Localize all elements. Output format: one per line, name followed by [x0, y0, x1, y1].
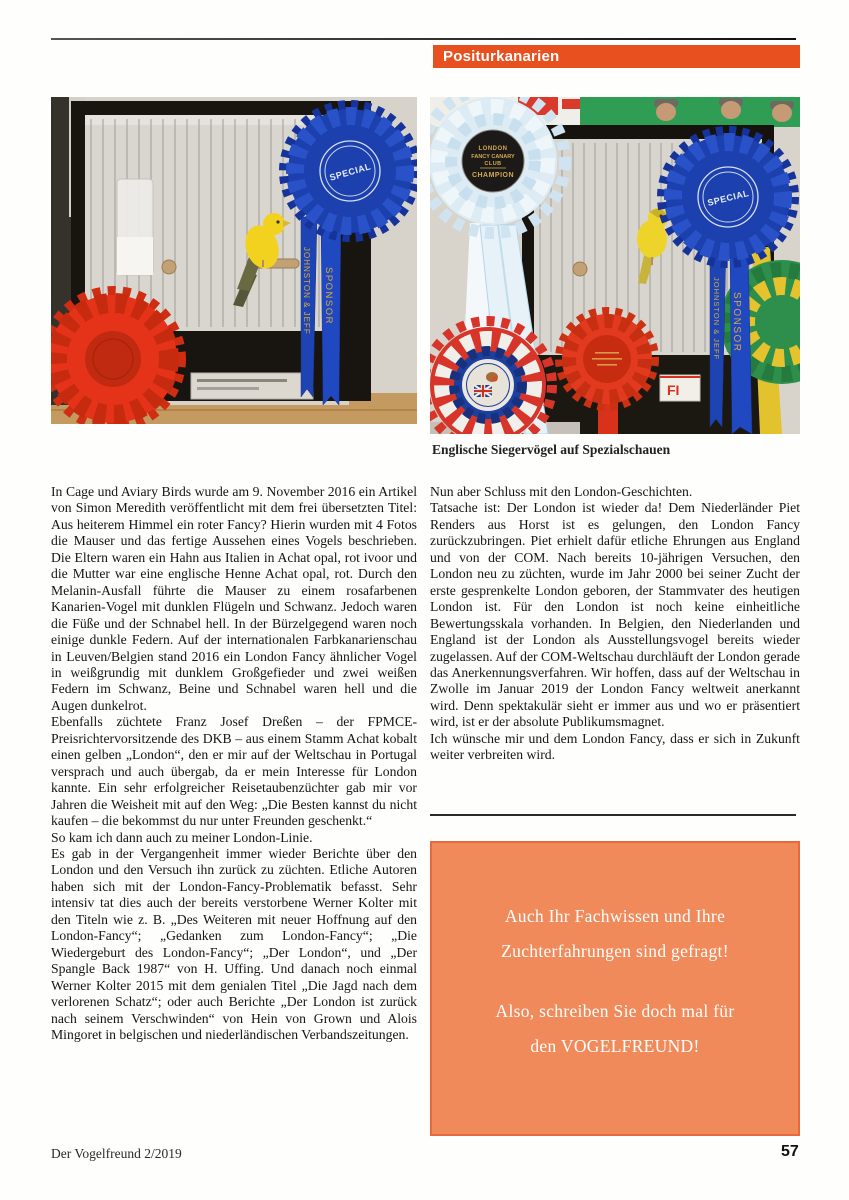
footer-journal: Der Vogelfreund 2/2019	[51, 1146, 182, 1161]
promo-line-3: Also, schreiben Sie doch mal für	[495, 1001, 735, 1021]
section-header-bar	[433, 45, 800, 68]
column-divider-rule	[430, 814, 796, 816]
club-line2: FANCY CANARY	[471, 154, 515, 160]
promo-box	[430, 841, 800, 1136]
rosette-union-jack	[430, 321, 552, 434]
rosette-club-champion	[430, 97, 565, 233]
paragraph: Nun aber Schluss mit den London-Geschichten.	[430, 484, 693, 499]
section-label: Positurkanarien	[443, 48, 560, 65]
promo-line-1: Auch Ihr Fachwissen und Ihre	[504, 906, 726, 926]
footer-page-number: 57	[781, 1143, 799, 1160]
photo-left-illustration	[51, 97, 417, 424]
prize-label-text: FI	[667, 382, 680, 398]
paragraph: So kam ich dann auch zu meiner London-Linie.	[51, 829, 313, 845]
paragraph: Es gab in der Vergangenheit immer wieder Berichte über den London und den Versuch ihn zurück zu züchten. Etliche Autoren haben sich mit der London-Fancy-Problematik befasst. Sehr intensiv tat dies auch der bereits verstorbene Werner Kolter mit den Titeln wie z. B. „Des Weiteren mit neuer Hoffnung auf den London-Fancy“; „Gedanken zum London-Fancy“; „Die Wiedergeburt des London-Fancy“; „Der London“, und „Der Spangle Back 1987“ von H. Uffing. Und danach noch einmal Werner Kolter 2015 mit dem genialen Titel „Die Jagd nach dem verlorenen Schatz“; oder auch Berichte „Der London ist zurück nach seinem Verschwinden“ von Hein von Grown und Alois Mingoret in belgischen und niederländischen Verbandszeitungen.	[51, 845, 417, 1042]
paragraph: Ich wünsche mir und dem London Fancy, dass er sich in Zukunft weiter verbreiten wird.	[430, 730, 800, 763]
promo-stanza-2	[432, 994, 798, 1064]
photo-right-illustration	[430, 97, 800, 434]
photo-right-show-cage	[430, 97, 800, 434]
ribbon-sponsor-text: SPONSOR	[323, 267, 334, 326]
club-line3: CLUB	[484, 161, 502, 167]
ribbon-johnston-text: JOHNSTON & JEFF	[302, 247, 311, 335]
rosette-special-text-right: SPECIAL	[706, 187, 751, 208]
union-jack-flag	[474, 385, 492, 397]
photo-caption: Englische Siegervögel auf Spezialschauen	[432, 442, 671, 457]
club-line4: CHAMPION	[471, 172, 515, 179]
prize-label	[660, 375, 700, 401]
paragraph: In Cage und Aviary Birds wurde am 9. November 2016 ein Artikel von Simon Meredith veröffentlicht mit dem frei übersetzten Titel: Aus heiterem Himmel ein roter Fancy? Hierin wurden mit 4 Fotos die Mauser und das fertige Aussehen eines Vogels beschrieben. Die Eltern waren ein Hahn aus Italien in Achat opal, rot ivoor und die Mutter war eine englische Henne Achat opal, rot. Durch den Melanin-Ausfall führte die Mauser zu einem rosafarbenen Kanarien-Vogel mit dunklen Flügeln und Schwanz. Jedoch waren die Füße und der Schnabel hell. In der Bürzelgegend waren noch einige dunkle Federn. Auf der internationalen Farbkanarienschau in Leuven/Belgien stand 2016 ein London Fancy ähnlicher Vogel in weißgrundig mit dunklem Großgefieder und zwei weißen Federn im Schwanz, Beine und Schnabel waren hell und die Augen dunkelrot.	[51, 484, 417, 713]
article-column-2	[430, 484, 800, 764]
article-column-1	[51, 484, 417, 1043]
photo-left-show-cage	[51, 97, 417, 424]
water-tube	[117, 179, 153, 275]
club-line1: LONDON	[478, 146, 508, 152]
rosette-special-text: SPECIAL	[328, 161, 373, 183]
promo-line-4: den VOGELFREUND!	[530, 1036, 700, 1056]
promo-stanza-1	[432, 899, 798, 969]
paragraph: Tatsache ist: Der London ist wieder da! Dem Niederländer Piet Renders aus Horst ist es gelungen, den London Fancy zurückzubringen. Piet erhielt dafür etliche Ehrungen aus England und von der COM. Nach bereits 10-jährigen Versuchen, den London neu zu züchten, wurde im Jahr 2000 bei seiner Zucht der erste gesprenkelte London geboren, der Stammvater des heutigen London ist. Für den London ist noch keine einheitliche Bewertungsskala vorhanden. In Belgien, den Niederlanden und England ist der London als Ausstellungsvogel bereits wieder zugelassen. Auf der COM-Weltschau durchläuft der London gerade das Anerkennungsverfahren. Wir hoffen, dass auf der Weltschau in Zwolle im Januar 2019 der London Fancy weltweit anerkannt wird. Denn spektakulär sieht er immer aus und wo er präsentiert wird, ist er der absolute Publikumsmagnet.	[430, 500, 800, 730]
promo-line-2: Zuchterfahrungen sind gefragt!	[501, 941, 729, 961]
top-rule	[51, 38, 796, 40]
ribbon-johnston-text-right: JOHNSTON & JEFF	[712, 277, 721, 361]
paragraph: Ebenfalls züchtete Franz Josef Dreßen – der FPMCE-Preisrichtervorsitzende des DKB – aus einem Stamm Achat kobalt einen gelben „London“, den er mir auf der Weltschau in Portugal versprach und auch übergab, da er mein Interesse für London kannte. Ein sehr erfolgreicher Reisetaubenzüchter gab mir vor Jahren die Weisheit mit auf den Weg: „Die Besten kannst du nicht kaufen – die bekommst du nur unter Freunden geschenkt.“	[51, 714, 417, 829]
ribbon-sponsor-text-right: SPONSOR	[731, 292, 742, 353]
